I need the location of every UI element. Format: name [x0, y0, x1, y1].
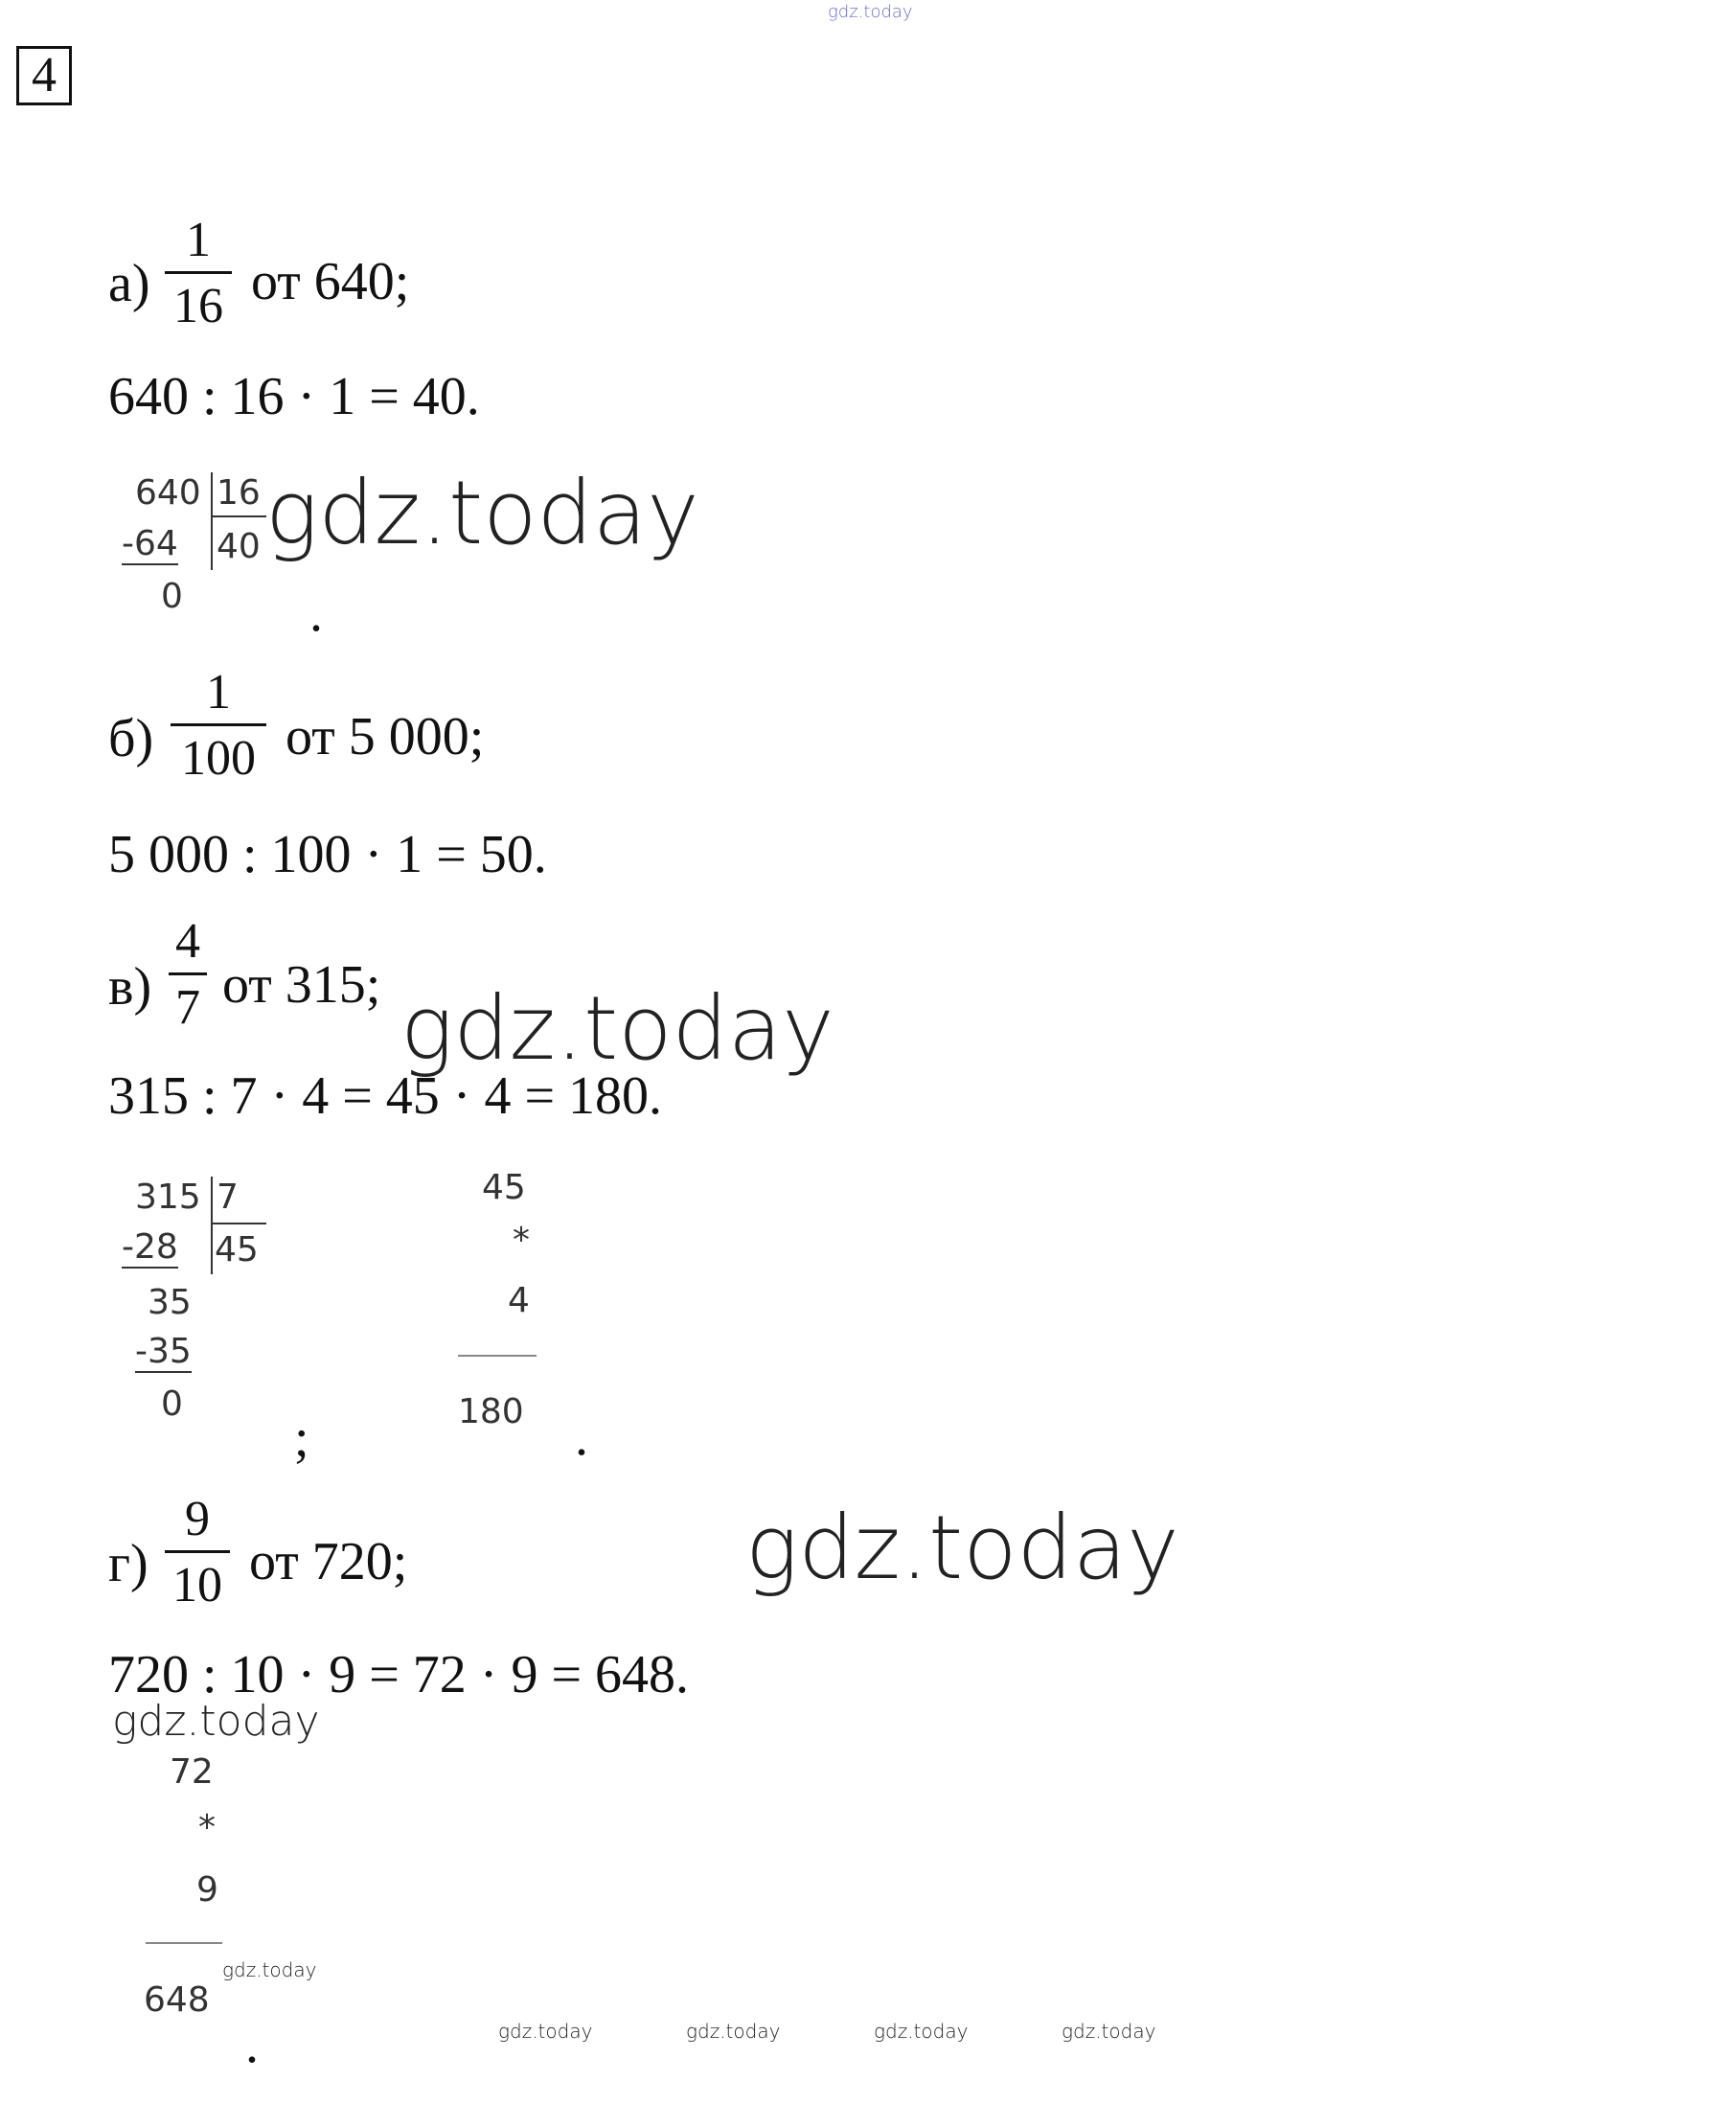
problem-v-end-dot: . [575, 1407, 588, 1467]
watermark: gdz.today [686, 2020, 781, 2043]
division-divisor-line [213, 1223, 266, 1224]
multiplication-result: 648 [144, 1980, 210, 2020]
multiplication-top: 45 [482, 1168, 526, 1207]
problem-g-label: г) [108, 1534, 148, 1593]
watermark: gdz.today [745, 1497, 1179, 1599]
problem-a-of-text: от 640; [251, 252, 410, 311]
watermark: gdz.today [112, 1697, 320, 1746]
problem-b-equation: 5 000 : 100 · 1 = 50. [108, 825, 547, 884]
multiplication-operator: * [198, 1808, 216, 1847]
problem-a-label: а) [108, 254, 150, 313]
problem-g-fraction [165, 1492, 230, 1612]
division-vertical-line [211, 1177, 213, 1274]
watermark: gdz.today [265, 462, 699, 564]
problem-a-equation: 640 : 16 · 1 = 40. [108, 367, 480, 426]
problem-g-of-text: от 720; [249, 1532, 408, 1591]
fraction-numerator: 1 [186, 213, 211, 267]
watermark: gdz.today [1062, 2020, 1156, 2043]
division-subtrahend: -64 [122, 524, 178, 563]
division-quotient: 40 [217, 527, 261, 566]
multiplication-bottom: 4 [508, 1281, 530, 1320]
problem-b-label: б) [108, 709, 154, 768]
task-number-box: 4 [16, 46, 72, 105]
fraction-bar [169, 972, 207, 975]
multiplication-result: 180 [458, 1392, 524, 1431]
fraction-denominator: 16 [173, 279, 223, 333]
division-dividend: 315 [135, 1178, 201, 1217]
problem-g-equation: 720 : 10 · 9 = 72 · 9 = 648. [108, 1645, 690, 1704]
fraction-bar [165, 1550, 230, 1553]
division-subtrahend-2: -35 [135, 1332, 192, 1371]
problem-g-end-dot: . [245, 2015, 259, 2074]
fraction-bar [165, 271, 232, 274]
division-remainder: 0 [161, 577, 183, 616]
division-divisor-line [213, 515, 266, 517]
watermark: gdz.today [400, 977, 834, 1080]
problem-v-label: в) [108, 957, 152, 1017]
problem-a-fraction [165, 213, 232, 333]
watermark: gdz.today [498, 2020, 593, 2043]
problem-v-equation: 315 : 7 · 4 = 45 · 4 = 180. [108, 1066, 663, 1126]
problem-a-end-dot: . [309, 583, 323, 643]
division-dividend: 640 [135, 473, 201, 513]
problem-b-fraction [171, 665, 266, 786]
multiplication-bottom: 9 [196, 1870, 218, 1910]
multiplication-top: 72 [170, 1752, 214, 1792]
multiplication-line [458, 1355, 537, 1357]
fraction-denominator: 7 [175, 980, 200, 1035]
watermark: gdz.today [874, 2020, 969, 2043]
problem-b-of-text: от 5 000; [286, 707, 485, 766]
division-divisor: 7 [217, 1178, 239, 1217]
problem-v-of-text: от 315; [222, 955, 381, 1015]
division-vertical-line [211, 472, 213, 570]
division-subtrahend-1: -28 [122, 1227, 178, 1267]
watermark: gdz.today [222, 1958, 317, 1981]
division-remainder: 0 [161, 1384, 183, 1424]
fraction-numerator: 4 [175, 914, 200, 969]
division-divisor: 16 [217, 473, 261, 513]
fraction-denominator: 100 [181, 731, 256, 786]
problem-v-fraction [169, 914, 207, 1035]
multiplication-line [146, 1942, 222, 1944]
watermark-top: gdz.today [828, 2, 913, 22]
fraction-numerator: 9 [185, 1492, 210, 1546]
division-partial: 35 [148, 1283, 192, 1322]
problem-v-separator: ; [294, 1408, 309, 1468]
fraction-numerator: 1 [206, 665, 231, 720]
division-quotient: 45 [215, 1230, 259, 1269]
fraction-denominator: 10 [172, 1558, 222, 1612]
fraction-bar [171, 723, 266, 726]
multiplication-operator: * [513, 1221, 530, 1260]
